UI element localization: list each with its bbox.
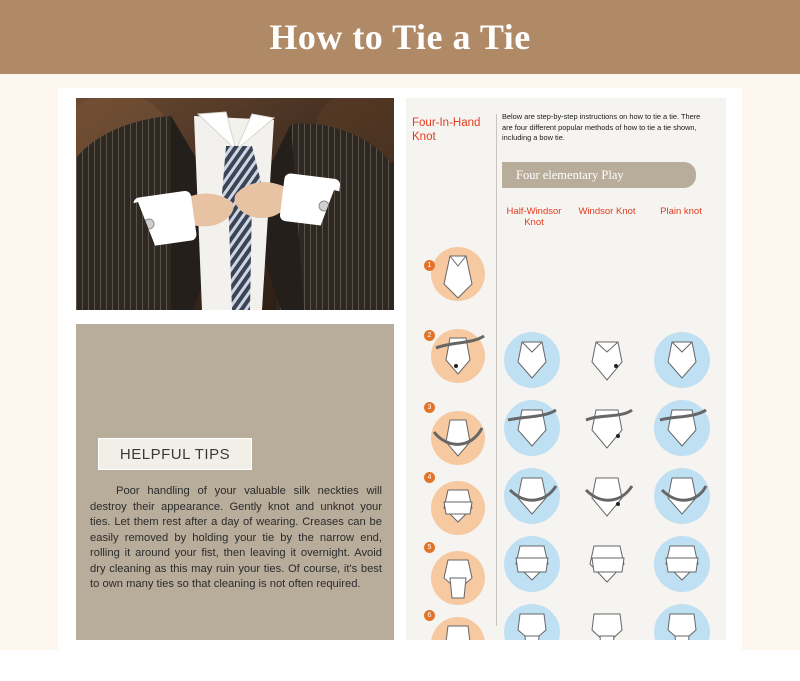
step-number-4: 4	[424, 472, 435, 483]
step-number-5: 5	[424, 542, 435, 553]
left-column	[76, 98, 394, 640]
page-title: How to Tie a Tie	[269, 17, 531, 57]
four-elementary-play-label: Four elementary Play	[516, 167, 624, 182]
step-number-1: 1	[424, 260, 435, 271]
photo-illustration	[76, 98, 394, 310]
page-header	[0, 0, 800, 74]
helpful-tips-text: Poor handling of your valuable silk neckties will destroy their appearance. Gently knot and unknot your ties. Let them rest after a day of wearing. Creases can be easily removed by holding your tie by the narrow end, rolling it around your fist, then leaving it overnight. Avoid dry cleaning as this may ruin your ties. Of course, it's best to own many ties so that cleaning is not often required.	[90, 485, 382, 590]
step-number-3: 3	[424, 402, 435, 413]
column-heading-windsor: Windsor Knot	[578, 206, 636, 217]
column-heading-plain: Plain knot	[660, 206, 702, 217]
content-card	[58, 88, 742, 650]
four-in-hand-title: Four-In-Hand Knot	[412, 117, 481, 143]
helpful-tips-heading-text: HELPFUL TIPS	[119, 445, 231, 463]
tying-tie-photo	[76, 98, 394, 310]
helpful-tips-box	[76, 324, 394, 640]
step-number-2: 2	[424, 330, 435, 341]
intro-text: Below are step-by-step instructions on how to tie a tie. There are four different popular methods of how to tie a tie shown, including a bow tie.	[502, 112, 701, 142]
knot-diagrams	[406, 98, 726, 640]
footer-spacer	[0, 650, 800, 681]
step-number-6: 6	[424, 610, 435, 621]
column-heading-half-windsor: Half-Windsor Knot	[506, 206, 562, 228]
right-column	[406, 98, 726, 640]
helpful-tips-heading	[98, 438, 252, 470]
